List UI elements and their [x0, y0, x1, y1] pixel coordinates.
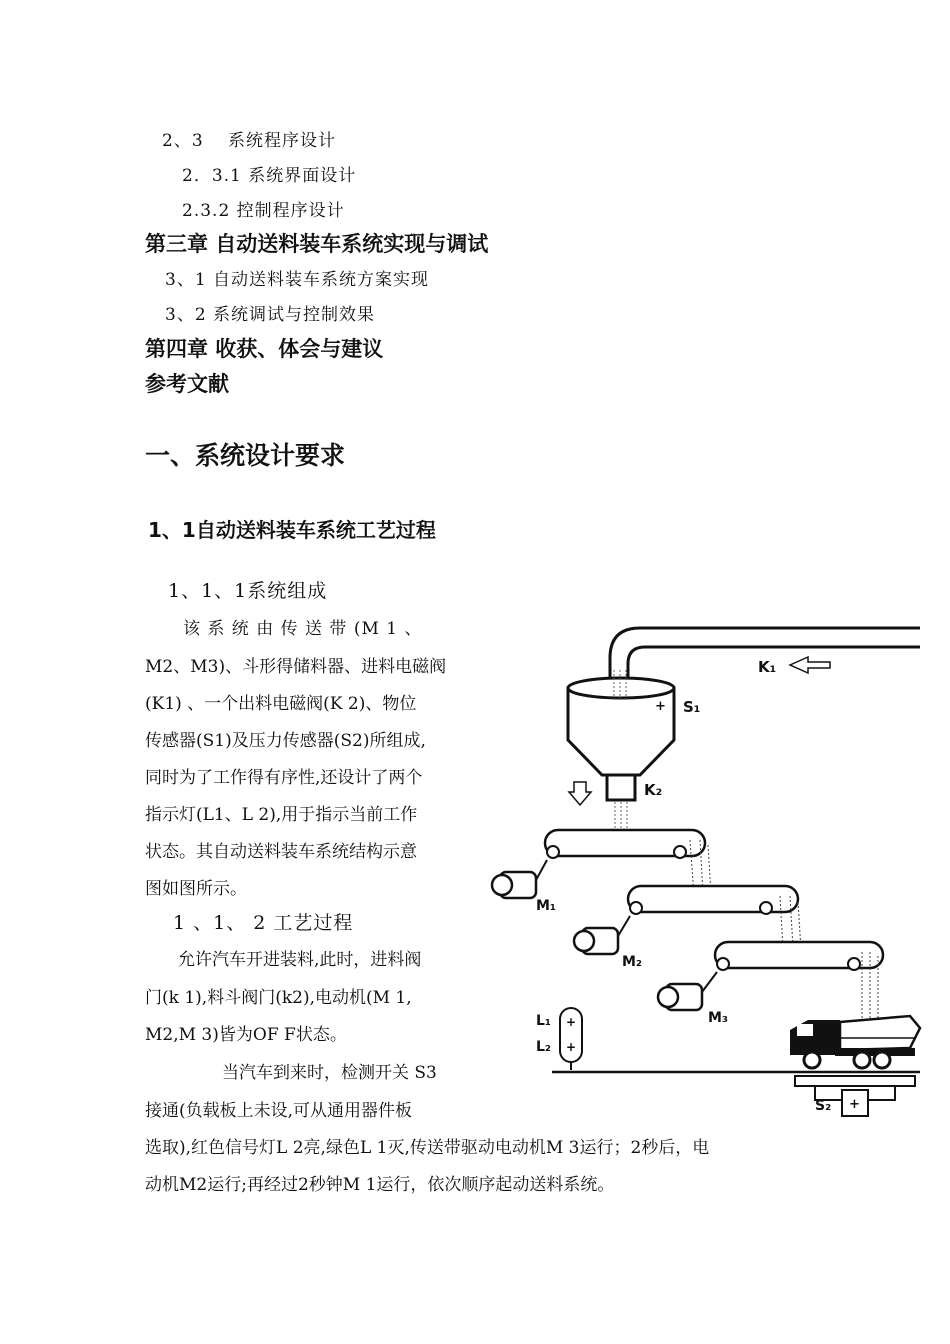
subsection-title-1-1-1: 1、1、1系统组成	[168, 580, 328, 602]
k1-label: K₁	[758, 658, 777, 676]
toc-entry-2-3: 2、3 系统程序设计	[162, 131, 337, 151]
motor-m3	[658, 972, 717, 1010]
paragraph-line: 传感器(S1)及压力传感器(S2)所组成,	[145, 731, 426, 751]
paragraph-line: (K1) 、一个出料电磁阀(K 2)、物位	[145, 694, 417, 714]
l2-label: L₂	[536, 1039, 552, 1055]
svg-text:+: +	[566, 1015, 577, 1029]
paragraph-line: 指示灯(L1、L 2),用于指示当前工作	[145, 805, 418, 825]
svg-text:+: +	[849, 1097, 860, 1112]
toc-chapter-3: 第三章 自动送料装车系统实现与调试	[145, 232, 489, 256]
paragraph-line: 允许汽车开进装料,此时，进料阀	[178, 950, 422, 970]
k2-label: K₂	[644, 781, 663, 799]
m2-label: M₂	[622, 954, 643, 970]
paragraph-line: M2、M3)、斗形得储料器、进料电磁阀	[145, 657, 447, 677]
paragraph-line: 动机M2运行;再经过2秒钟M 1运行，依次顺序起动送料系统。	[145, 1175, 615, 1195]
paragraph-line: 状态。其自动送料装车系统结构示意	[145, 842, 417, 862]
subsection-title-1-1: 1、1自动送料装车系统工艺过程	[148, 518, 436, 542]
paragraph-line: 当汽车到来时，检测开关 S3	[222, 1063, 437, 1083]
truck	[790, 1016, 920, 1068]
toc-entry-3-2: 3、2 系统调试与控制效果	[165, 305, 376, 325]
indicator-lights	[560, 1008, 582, 1070]
toc-references: 参考文献	[145, 372, 229, 396]
pressure-sensor	[795, 1076, 915, 1116]
paragraph-line: M2,M 3)皆为OF F状态。	[145, 1025, 347, 1045]
paragraph-line: 同时为了工作得有序性,还设计了两个	[145, 768, 423, 788]
motor-m1	[492, 860, 547, 898]
motor-m2	[574, 916, 630, 954]
m3-label: M₃	[708, 1010, 729, 1026]
down-arrow-icon	[569, 782, 591, 805]
paragraph-line: 门(k 1),料斗阀门(k2),电动机(M 1,	[145, 988, 412, 1008]
paragraph-line: 选取),红色信号灯L 2亮,绿色L 1灭,传送带驱动电动机M 3运行；2秒后，电	[145, 1138, 710, 1158]
conveyor-3	[715, 942, 883, 1025]
paragraph-line: 该 系 统 由 传 送 带 (M 1 、	[183, 619, 423, 639]
toc-entry-2-3-1: 2．3.1 系统界面设计	[182, 166, 357, 186]
l1-label: L₁	[536, 1013, 552, 1029]
subsection-title-1-1-2: 1 、1、 2 工艺过程	[173, 912, 354, 934]
system-diagram	[490, 610, 930, 1125]
toc-entry-3-1: 3、1 自动送料装车系统方案实现	[165, 270, 430, 290]
toc-entry-2-3-2: 2.3.2 控制程序设计	[182, 201, 345, 221]
section-title: 一、系统设计要求	[145, 441, 346, 470]
s2-label: S₂	[815, 1098, 832, 1114]
s1-label: S₁	[683, 698, 701, 716]
toc-chapter-4: 第四章 收获、体会与建议	[145, 337, 384, 361]
paragraph-line: 接通(负载板上未设,可从通用器件板	[145, 1101, 413, 1121]
svg-text:+: +	[566, 1040, 577, 1054]
k2-valve	[607, 775, 635, 800]
k1-arrow-icon	[790, 657, 830, 673]
svg-text:+: +	[655, 699, 666, 714]
m1-label: M₁	[536, 898, 557, 914]
paragraph-line: 图如图所示。	[145, 879, 247, 899]
